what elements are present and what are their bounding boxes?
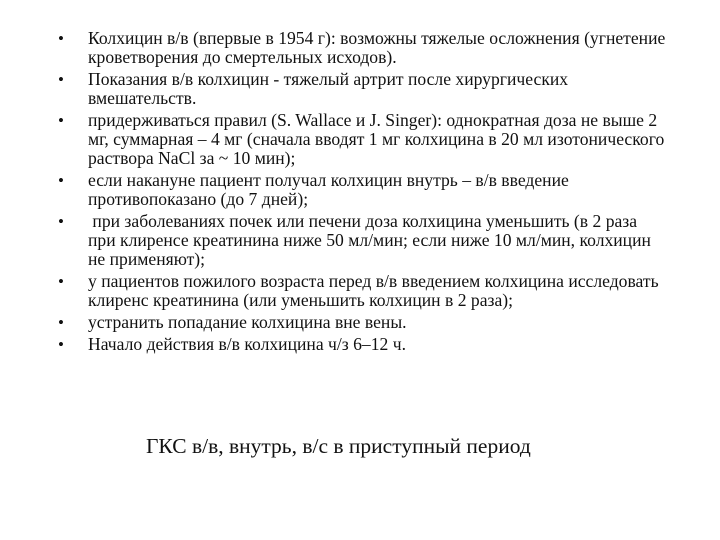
bullet-list bbox=[58, 29, 668, 357]
bullet-text: если накануне пациент получал колхицин внутрь – в/в введение противопоказано (до 7 дней); bbox=[88, 170, 569, 209]
bullet-text: при заболеваниях почек или печени доза колхицина уменьшить (в 2 раза при клиренсе креатинина ниже 50 мл/мин; если ниже 10 мл/мин, колхицин не применяют); bbox=[88, 211, 656, 269]
bullet-text: придерживаться правил (S. Wallace и J. Singer): однократная доза не выше 2 мг, суммарная – 4 мг (сначала вводят 1 мг колхицина в 20 мл изотонического раствора NaCl за ~ 10 мин); bbox=[88, 110, 665, 168]
bullet-item-7 bbox=[58, 313, 668, 332]
bullet-item-2 bbox=[58, 70, 668, 108]
bullet-item-6 bbox=[58, 272, 668, 310]
bullet-text: у пациентов пожилого возраста перед в/в введением колхицина исследовать клиренс креатинина (или уменьшить колхицин в 2 раза); bbox=[88, 271, 659, 310]
bullet-icon: • bbox=[58, 111, 64, 130]
bullet-item-1 bbox=[58, 29, 668, 67]
bullet-text: Начало действия в/в колхицина ч/з 6–12 ч. bbox=[88, 334, 406, 354]
bullet-icon: • bbox=[58, 70, 64, 89]
bullet-icon: • bbox=[58, 212, 64, 231]
bullet-icon: • bbox=[58, 171, 64, 190]
bullet-item-3 bbox=[58, 111, 668, 168]
bullet-text: устранить попадание колхицина вне вены. bbox=[88, 312, 407, 332]
bullet-icon: • bbox=[58, 335, 64, 354]
bullet-icon: • bbox=[58, 29, 64, 48]
bullet-icon: • bbox=[58, 272, 64, 291]
bullet-text: Колхицин в/в (впервые в 1954 г): возможны тяжелые осложнения (угнетение кроветворения до смертельных исходов). bbox=[88, 28, 666, 67]
subheading: ГКС в/в, внутрь, в/с в приступный период bbox=[146, 434, 531, 458]
bullet-item-4 bbox=[58, 171, 668, 209]
bullet-item-8 bbox=[58, 335, 668, 354]
bullet-item-5 bbox=[58, 212, 668, 269]
bullet-text: Показания в/в колхицин - тяжелый артрит после хирургических вмешательств. bbox=[88, 69, 569, 108]
bullet-icon: • bbox=[58, 313, 64, 332]
